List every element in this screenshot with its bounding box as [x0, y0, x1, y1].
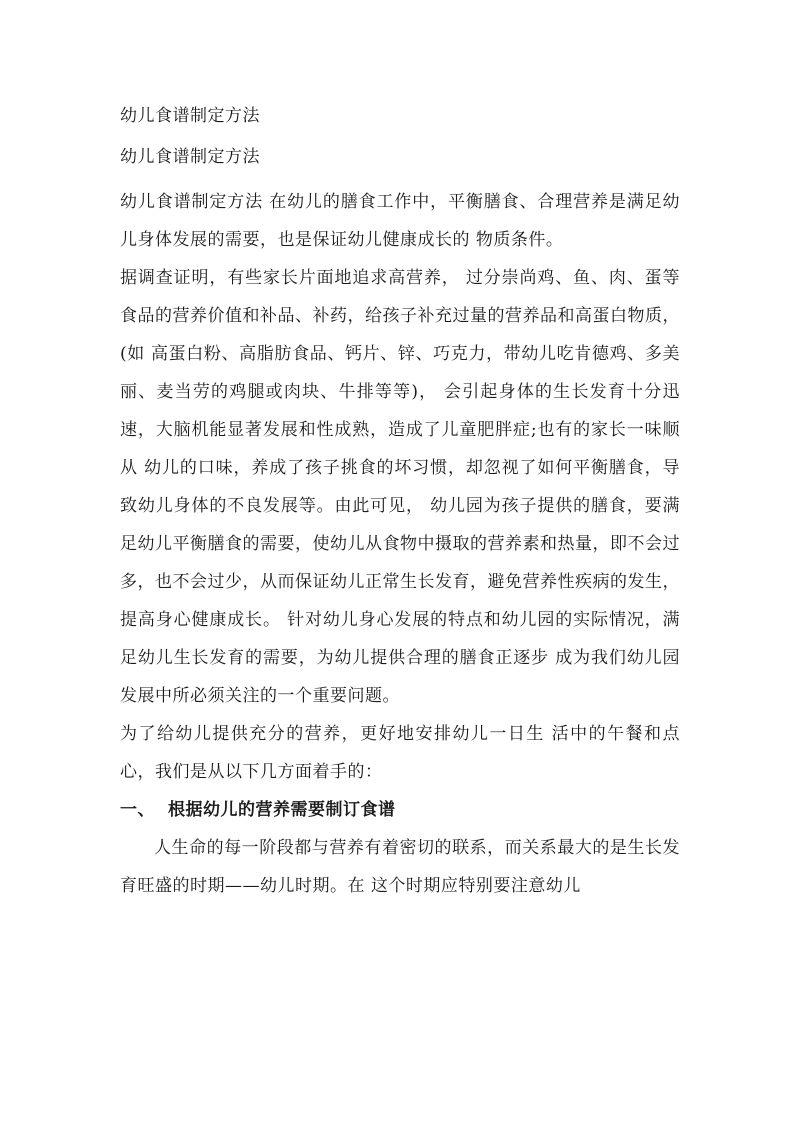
section-title: 根据幼儿的营养需要制订食谱: [168, 800, 396, 820]
section-heading: [120, 791, 680, 829]
survey-paragraph: 据调查证明，有些家长片面地追求高营养， 过分崇尚鸡、鱼、肉、蛋等食品的营养价值和补品、补药，给孩子补充过量的营养品和高蛋白物质，(如 高蛋白粉、高脂肪食品、钙片、锌、巧克力，带幼儿吃肯德鸡、多美丽、麦当劳的鸡腿或肉块、牛排等等)， 会引起身体的生长发育十分迅速，大脑机能显著发展和性成熟，造成了儿童肥胖症;也有的家长一味顺从 幼儿的口味，养成了孩子挑食的坏习惯，却忽视了如何平衡膳食，导致幼儿身体的不良发展等。由此可见， 幼儿园为孩子提供的膳食，要满足幼儿平衡膳食的需要，使幼儿从食物中摄取的营养素和热量，即不会过多，也不会过少，从而保证幼儿正常生长发育，避免营养性疾病的发生，提高身心健康成长。 针对幼儿身心发展的特点和幼儿园的实际情况，满足幼儿生长发育的需要，为幼儿提供合理的膳食正逐步 成为我们幼儿园发展中所必须关注的一个重要问题。: [120, 268, 680, 706]
section-paragraph: 人生命的每一阶段都与营养有着密切的联系，而关系最大的是生长发育旺盛的时期——幼儿时期。在 这个时期应特别要注意幼儿: [120, 838, 680, 896]
document-title: 幼儿食谱制定方法: [120, 106, 260, 126]
section-number: 一、: [120, 800, 155, 820]
document-subtitle: 幼儿食谱制定方法: [120, 147, 260, 167]
approach-paragraph: 为了给幼儿提供充分的营养，更好地安排幼儿一日生 活中的午餐和点心，我们是从以下几方面着手的：: [120, 724, 680, 782]
intro-paragraph: 幼儿食谱制定方法 在幼儿的膳食工作中，平衡膳食、合理营养是满足幼儿身体发展的需要，也是保证幼儿健康成长的 物质条件。: [120, 192, 680, 250]
document-body: [120, 101, 680, 905]
